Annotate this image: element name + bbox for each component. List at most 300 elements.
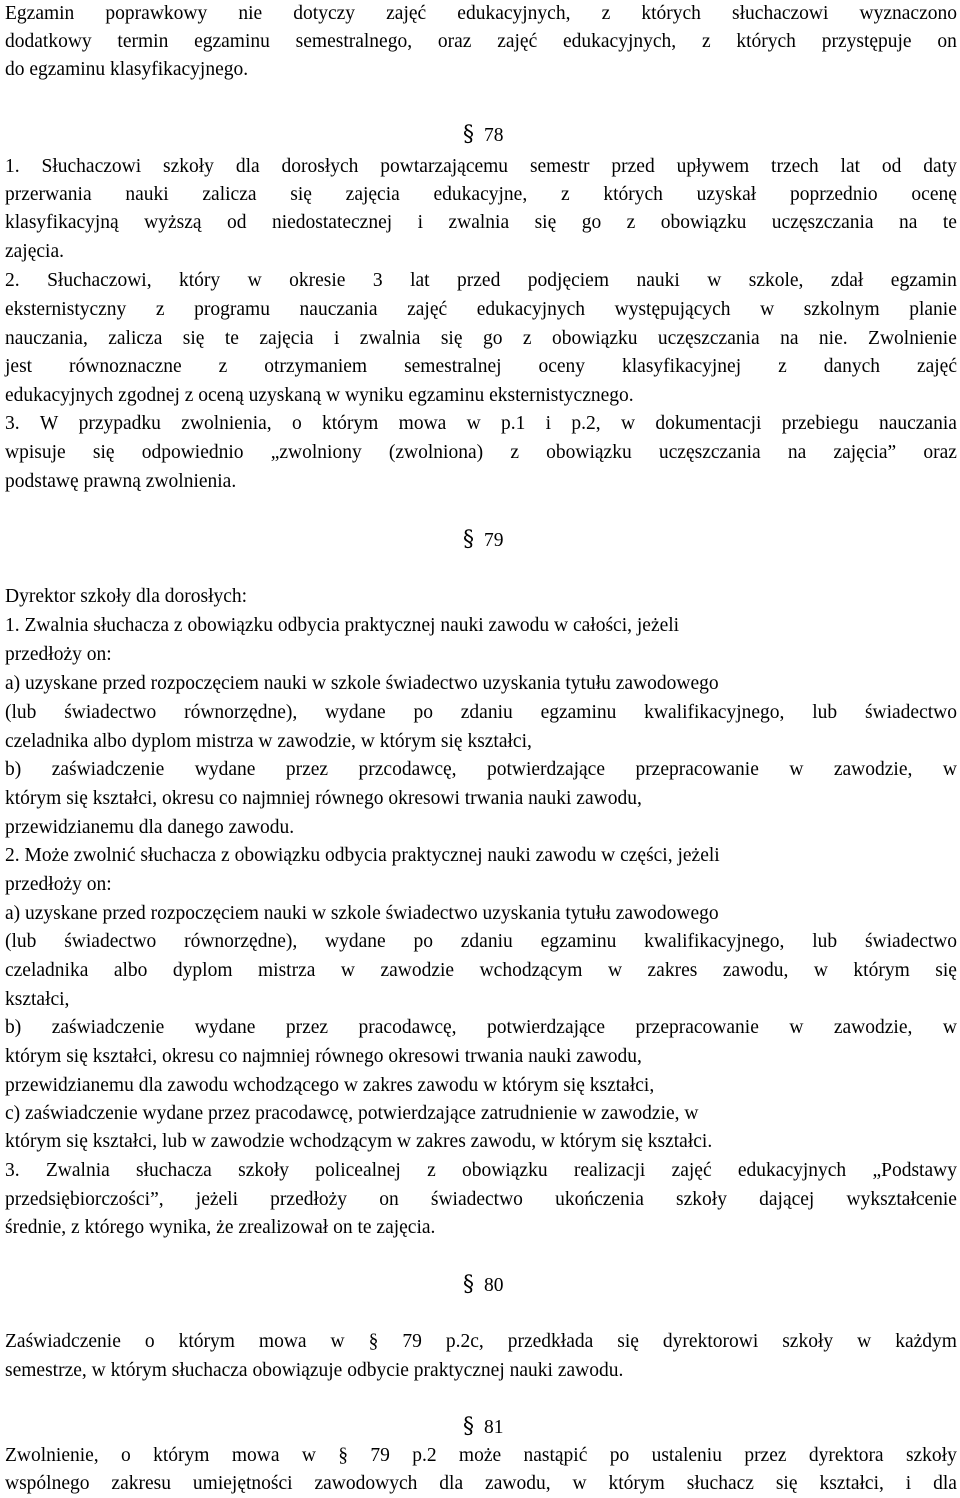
word: on xyxy=(379,1189,399,1210)
word: zalicza xyxy=(108,328,163,349)
word: nauczania xyxy=(299,299,378,320)
word: zakresu xyxy=(111,1473,171,1494)
s79-line-23: średnie, z którego wynika, że zrealizował on te zajęcia. xyxy=(5,1217,436,1238)
s79-line-22 xyxy=(5,1186,957,1214)
word: podjęciem xyxy=(527,270,609,291)
s78-line-7 xyxy=(5,325,957,353)
word: edukacyjnych, xyxy=(457,3,571,24)
word: równorzędne), xyxy=(184,702,298,723)
word: nauki xyxy=(125,184,169,205)
word: zwalnia xyxy=(359,328,421,349)
word: w xyxy=(789,1017,804,1038)
word: w xyxy=(340,960,355,981)
word: i xyxy=(333,328,340,349)
word: od xyxy=(227,212,247,233)
word: p.1 xyxy=(501,413,526,434)
word: powtarzającemu xyxy=(380,156,509,177)
word: poprawkowy xyxy=(105,3,208,24)
word: o xyxy=(121,1445,131,1466)
word: w xyxy=(247,270,262,291)
word: klasyfikacyjnej xyxy=(622,356,742,377)
word: wchodzącym xyxy=(479,960,583,981)
word: zajęć xyxy=(497,31,538,52)
word: albo xyxy=(113,960,148,981)
word: w xyxy=(607,960,623,981)
word: nauczania xyxy=(878,413,957,434)
word: przypadku xyxy=(78,413,161,434)
word: nie xyxy=(238,3,263,24)
word: § xyxy=(368,1331,379,1352)
word: zajęcia xyxy=(259,328,314,349)
word: występujących xyxy=(614,299,731,320)
word: lat xyxy=(410,270,430,291)
word: dyplom xyxy=(172,960,233,981)
word: dodatkowy xyxy=(5,31,92,52)
word: edukacyjnych xyxy=(737,1160,847,1181)
word: odpowiednio xyxy=(141,442,244,463)
word: szkoły xyxy=(905,1445,957,1466)
word: szkolnym xyxy=(803,299,880,320)
word: nauczania, xyxy=(5,328,88,349)
word: realizacji xyxy=(573,1160,646,1181)
word: umiejętności xyxy=(192,1473,293,1494)
intro-line-2 xyxy=(5,28,957,56)
section-80-heading xyxy=(463,1271,504,1300)
word: 79 xyxy=(370,1445,390,1466)
word: od xyxy=(881,156,902,177)
word: świadectwo xyxy=(430,1189,523,1210)
s78-line-4: zajęcia. xyxy=(5,241,64,262)
section-sign: § xyxy=(463,527,474,552)
word: który xyxy=(179,270,221,291)
word: 3 xyxy=(372,270,383,291)
word: otrzymaniem xyxy=(264,356,368,377)
word: z xyxy=(626,212,636,233)
word: p.2c, xyxy=(445,1331,484,1352)
word: zawodowych xyxy=(314,1473,418,1494)
word: słuchacz xyxy=(686,1473,754,1494)
word: świadectwo xyxy=(864,931,957,952)
section-number: 81 xyxy=(484,1417,504,1438)
word: b) xyxy=(5,1017,22,1038)
section-number: 79 xyxy=(484,530,504,551)
word: jeżeli xyxy=(195,1189,239,1210)
intro-line-3: do egzaminu klasyfikacyjnego. xyxy=(5,59,249,80)
word: p.2 xyxy=(412,1445,437,1466)
s79-line-7 xyxy=(5,756,957,784)
word: obowiązku xyxy=(551,328,638,349)
word: w xyxy=(301,1445,316,1466)
word: zawodzie xyxy=(380,960,455,981)
word: 2. xyxy=(5,270,20,291)
word: w xyxy=(572,1473,587,1494)
s79-line-12: a) uzyskane przed rozpoczęciem nauki w szkole świadectwo uzyskania tytułu zawodowego xyxy=(5,903,719,924)
word: zwalnia xyxy=(448,212,510,233)
word: słuchacza xyxy=(136,1160,212,1181)
word: zawodzie, xyxy=(833,1017,913,1038)
s79-line-14 xyxy=(5,957,957,985)
word: (zwolniona) xyxy=(388,442,484,463)
word: go xyxy=(482,328,503,349)
word: klasyfikacyjną xyxy=(5,212,119,233)
word: z xyxy=(522,328,532,349)
word: edukacyjnych, xyxy=(563,31,677,52)
word: semestr xyxy=(529,156,590,177)
s79-line-1: Dyrektor szkoły dla dorosłych: xyxy=(5,586,248,607)
word: wykształcenie xyxy=(846,1189,957,1210)
word: i xyxy=(545,413,552,434)
word: szkoły xyxy=(238,1160,290,1181)
s79-line-5 xyxy=(5,699,957,727)
word: z xyxy=(601,3,611,24)
section-number: 80 xyxy=(484,1275,504,1296)
word: w xyxy=(466,413,481,434)
word: zajęć xyxy=(916,356,957,377)
word: dyrektorowi xyxy=(662,1331,759,1352)
word: uzyskał xyxy=(696,184,757,205)
word: i xyxy=(417,212,424,233)
word: „Podstawy xyxy=(872,1160,957,1181)
word: przez xyxy=(744,1445,787,1466)
word: wydane xyxy=(194,759,256,780)
word: w xyxy=(857,1331,872,1352)
word: świadectwo xyxy=(864,702,957,723)
word: się xyxy=(617,1331,639,1352)
word: nastąpić xyxy=(523,1445,588,1466)
word: (lub xyxy=(5,702,37,723)
s79-line-2: 1. Zwalnia słuchacza z obowiązku odbycia praktycznej nauki zawodu w całości, jeżeli xyxy=(5,615,680,636)
section-sign: § xyxy=(463,1414,474,1439)
word: ukończenia xyxy=(555,1189,644,1210)
s78-line-2 xyxy=(5,181,957,209)
word: oraz xyxy=(923,442,957,463)
word: dającej xyxy=(759,1189,815,1210)
word: Zaświadczenie xyxy=(5,1331,121,1352)
s79-line-4: a) uzyskane przed rozpoczęciem nauki w szkole świadectwo uzyskania tytułu zawodowego xyxy=(5,673,719,694)
section-number: 78 xyxy=(484,125,504,146)
word: Zwolnienie xyxy=(868,328,957,349)
word: mowa xyxy=(258,1331,307,1352)
word: Egzamin xyxy=(5,3,75,24)
word: 79 xyxy=(402,1331,422,1352)
word: wydane xyxy=(325,931,386,952)
section-79-heading xyxy=(463,526,504,555)
word: nie. xyxy=(818,328,848,349)
word: Zwalnia xyxy=(45,1160,110,1181)
word: zaświadczenie xyxy=(51,759,165,780)
intro-line-1 xyxy=(5,0,957,28)
s79-line-18: przewidzianemu dla zawodu wchodzącego w zakres zawodu w którym się kształci, xyxy=(5,1075,655,1096)
word: on xyxy=(937,31,957,52)
word: 3. xyxy=(5,1160,20,1181)
word: z xyxy=(155,299,165,320)
word: eksternistyczny xyxy=(5,299,127,320)
word: danych xyxy=(823,356,880,377)
word: zwolnienia, xyxy=(181,413,272,434)
word: dla xyxy=(235,156,260,177)
s80-line-2: semestrze, w którym słuchacza obowiązuje odbycie praktycznej nauki zawodu. xyxy=(5,1360,624,1381)
word: zajęć xyxy=(386,3,427,24)
word: przez xyxy=(285,1017,329,1038)
word: przebiegu xyxy=(781,413,859,434)
word: policealnej xyxy=(315,1160,401,1181)
word: się xyxy=(775,1473,798,1494)
word: których xyxy=(641,3,701,24)
s78-line-11 xyxy=(5,439,957,467)
s79-line-13 xyxy=(5,928,957,956)
word: zalicza xyxy=(202,184,257,205)
s79-line-21 xyxy=(5,1157,957,1185)
word: zajęcia” xyxy=(833,442,897,463)
word: w xyxy=(789,759,804,780)
word: dokumentacji xyxy=(655,413,762,434)
word: z xyxy=(427,1160,436,1181)
section-sign: § xyxy=(463,1272,474,1297)
word: niedostatecznej xyxy=(271,212,393,233)
word: przcodawcę, xyxy=(358,759,457,780)
word: semestralnej xyxy=(404,356,502,377)
word: na xyxy=(780,328,799,349)
word: Słuchaczowi xyxy=(41,156,142,177)
word: edukacyjnych xyxy=(476,299,586,320)
s79-line-8: którym się kształci, okresu co najmniej równego okresowi trwania nauki zawodu, xyxy=(5,788,642,809)
word: wspólnego xyxy=(5,1473,90,1494)
s81-line-1 xyxy=(5,1442,957,1470)
word: przepracowanie xyxy=(635,1017,759,1038)
word: te xyxy=(942,212,957,233)
word: oceny xyxy=(538,356,586,377)
word: kwalifikacyjnego, xyxy=(644,931,785,952)
s78-line-9: edukacyjnych zgodnej z oceną uzyskaną w wyniku egzaminu eksternistycznego. xyxy=(5,385,634,406)
word: którym xyxy=(853,960,910,981)
word: których xyxy=(603,184,663,205)
word: w xyxy=(760,299,775,320)
word: świadectwo xyxy=(64,931,157,952)
word: nauki xyxy=(636,270,680,291)
word: się xyxy=(92,442,115,463)
word: przepracowanie xyxy=(635,759,759,780)
word: 3. xyxy=(5,413,20,434)
word: wydane xyxy=(325,702,386,723)
word: zawodzie, xyxy=(833,759,913,780)
s79-line-10: 2. Może zwolnić słuchacza z obowiązku odbycia praktycznej nauki zawodu w części, jeżeli xyxy=(5,845,720,866)
word: się xyxy=(534,212,557,233)
word: czeladnika xyxy=(5,960,89,981)
word: przerwania xyxy=(5,184,92,205)
word: potwierdzające xyxy=(486,759,605,780)
word: lub xyxy=(812,702,838,723)
word: mistrza xyxy=(258,960,316,981)
word: przystępuje xyxy=(821,31,912,52)
word: zawodu, xyxy=(485,1473,551,1494)
s79-line-6: czeladnika albo dyplom mistrza w zawodzie, w którym się kształci, xyxy=(5,731,532,752)
word: przed xyxy=(457,270,501,291)
word: na xyxy=(787,442,807,463)
word: po xyxy=(609,1445,630,1466)
word: się xyxy=(290,184,312,205)
word: mowa xyxy=(231,1445,280,1466)
word: b) xyxy=(5,759,22,780)
word: szkole, xyxy=(748,270,804,291)
word: przez xyxy=(285,759,329,780)
word: którym xyxy=(322,413,379,434)
word: ustaleniu xyxy=(651,1445,722,1466)
word: oraz xyxy=(437,31,472,52)
word: kwalifikacyjnego, xyxy=(644,702,785,723)
word: egzaminu xyxy=(194,31,270,52)
section-sign: § xyxy=(463,122,474,147)
word: Słuchaczowi, xyxy=(47,270,152,291)
word: dla xyxy=(439,1473,464,1494)
s79-line-17: którym się kształci, okresu co najmniej równego okresowi trwania nauki zawodu, xyxy=(5,1046,642,1067)
word: w xyxy=(942,1017,957,1038)
s78-line-5 xyxy=(5,267,957,295)
word: z xyxy=(560,184,570,205)
word: W xyxy=(39,413,59,434)
word: szkoły xyxy=(676,1189,727,1210)
word: okresie xyxy=(289,270,346,291)
word: którym xyxy=(178,1331,235,1352)
word: po xyxy=(413,702,433,723)
word: przedkłada xyxy=(507,1331,594,1352)
word: dotyczy xyxy=(293,3,356,24)
s79-line-15: kształci, xyxy=(5,989,70,1010)
word: słuchaczowi xyxy=(732,3,829,24)
word: wydane xyxy=(194,1017,256,1038)
word: każdym xyxy=(895,1331,957,1352)
word: p.2, xyxy=(571,413,601,434)
word: dla xyxy=(933,1473,957,1494)
word: się xyxy=(440,328,463,349)
s78-line-3 xyxy=(5,209,957,237)
word: kształci, xyxy=(819,1473,884,1494)
s79-line-9: przewidzianemu dla danego zawodu. xyxy=(5,817,295,838)
word: zakres xyxy=(647,960,698,981)
s78-line-1 xyxy=(5,153,957,181)
s79-line-11: przedłoży on: xyxy=(5,874,112,895)
word: uczęszczania xyxy=(771,212,874,233)
word: szkoły xyxy=(163,156,214,177)
word: zawodu, xyxy=(722,960,789,981)
word: równorzędne), xyxy=(184,931,298,952)
word: 1. xyxy=(5,156,20,177)
word: zajęć xyxy=(407,299,448,320)
word: których xyxy=(736,31,796,52)
word: semestralnego, xyxy=(295,31,413,52)
s80-line-1 xyxy=(5,1328,957,1356)
word: go xyxy=(581,212,602,233)
word: Zwolnienie, xyxy=(5,1445,99,1466)
word: upływem xyxy=(676,156,750,177)
word: mowa xyxy=(398,413,447,434)
word: egzaminu xyxy=(540,702,617,723)
word: obowiązku xyxy=(462,1160,548,1181)
word: egzaminu xyxy=(540,931,617,952)
word: którym xyxy=(153,1445,210,1466)
word: z xyxy=(510,442,519,463)
word: wyższą xyxy=(144,212,202,233)
word: pracodawcę, xyxy=(358,1017,457,1038)
word: świadectwo xyxy=(64,702,157,723)
word: z xyxy=(218,356,228,377)
word: § xyxy=(338,1445,348,1466)
word: którym xyxy=(608,1473,665,1494)
word: może xyxy=(458,1445,502,1466)
word: w xyxy=(942,759,957,780)
word: w xyxy=(813,960,828,981)
word: obowiązku xyxy=(660,212,747,233)
word: potwierdzające xyxy=(486,1017,605,1038)
word: planie xyxy=(909,299,957,320)
word: przed xyxy=(611,156,655,177)
word: programu xyxy=(194,299,270,320)
word: lub xyxy=(812,931,838,952)
s78-line-8 xyxy=(5,353,957,381)
s78-line-12: podstawę prawną zwolnienia. xyxy=(5,471,237,492)
word: „zwolniony xyxy=(270,442,362,463)
s81-line-2 xyxy=(5,1470,957,1498)
word: z xyxy=(778,356,787,377)
s79-line-16 xyxy=(5,1014,957,1042)
word: lat xyxy=(840,156,861,177)
s79-line-19: c) zaświadczenie wydane przez pracodawcę, potwierdzające zatrudnienie w zawodzie, w xyxy=(5,1103,699,1124)
section-81-heading xyxy=(463,1413,504,1442)
s79-line-3: przedłoży on: xyxy=(5,644,112,665)
word: równoznaczne xyxy=(69,356,182,377)
word: dyrektora xyxy=(808,1445,884,1466)
word: w xyxy=(620,413,636,434)
word: termin xyxy=(117,31,169,52)
word: te xyxy=(224,328,239,349)
word: po xyxy=(413,931,433,952)
word: w xyxy=(330,1331,345,1352)
word: (lub xyxy=(5,931,37,952)
word: poprzednio xyxy=(789,184,878,205)
section-78-heading xyxy=(463,121,504,150)
word: z xyxy=(701,31,711,52)
word: daty xyxy=(923,156,957,177)
word: zajęcia xyxy=(345,184,400,205)
word: zdał xyxy=(830,270,864,291)
word: trzech xyxy=(771,156,819,177)
word: na xyxy=(899,212,918,233)
word: się xyxy=(935,960,957,981)
word: zdaniu xyxy=(460,702,513,723)
word: wpisuje xyxy=(5,442,66,463)
s78-line-10 xyxy=(5,410,957,438)
word: ocenę xyxy=(911,184,957,205)
word: zajęć xyxy=(671,1160,712,1181)
word: wyznaczono xyxy=(859,3,957,24)
word: zaświadczenie xyxy=(51,1017,165,1038)
word: przedłoży xyxy=(270,1189,348,1210)
word: obowiązku xyxy=(546,442,632,463)
word: edukacyjne, xyxy=(433,184,528,205)
word: uczęszczania xyxy=(657,328,760,349)
word: szkoły xyxy=(782,1331,834,1352)
s78-line-6 xyxy=(5,296,957,324)
word: zdaniu xyxy=(460,931,513,952)
word: w xyxy=(707,270,722,291)
word: o xyxy=(144,1331,155,1352)
word: jest xyxy=(5,356,33,377)
word: uczęszczania xyxy=(658,442,761,463)
word: dorosłych xyxy=(281,156,359,177)
word: egzamin xyxy=(890,270,957,291)
word: się xyxy=(182,328,205,349)
word: i xyxy=(905,1473,912,1494)
word: o xyxy=(291,413,302,434)
